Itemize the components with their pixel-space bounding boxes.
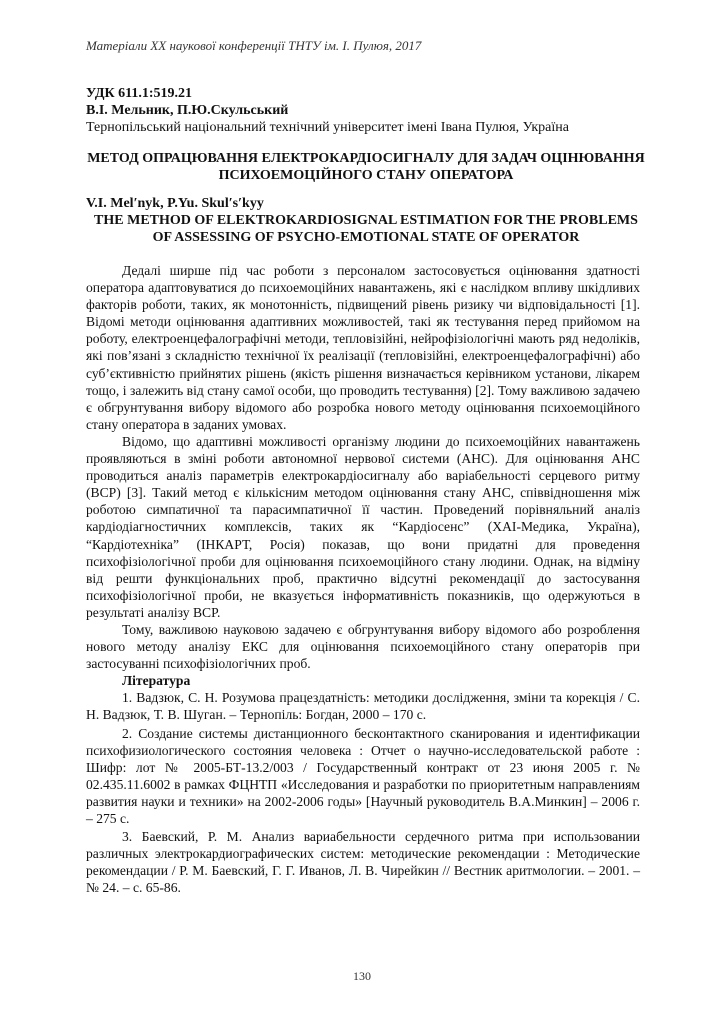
reference-item: 1. Вадзюк, С. Н. Розумова працездатність: методики дослідження, зміни та корекція / С. Н. Вадзюк, Т. В. Шуган. – Тернопіль: Богдан, 2000 – 170 с. [86,690,640,723]
references-heading: Література [122,673,191,689]
page-number: 130 [353,969,371,983]
body-paragraph: Тому, важливою науковою задачею є обгрунтування вибору відомого або розроблення нового методу аналізу ЕКС для оцінювання психоемоційного стану операторів при застосуванні психофізіологічних проб. [86,621,640,672]
article-meta [86,85,646,136]
references-list [86,689,640,896]
authors-ua: В.І. Мельник, П.Ю.Скульський [86,103,289,118]
reference-item: 2. Создание системы дистанционного бесконтактного сканирования и идентификации психофизиологического состояния человека : Отчет о научно-исследовательской работе : Шифр: лот № 2005-БТ-13.2/003 / Государственный контракт от 23 июня 2005 г. № 02.435.11.6002 в рамках ФЦНТП «Исследования и разработки по приоритетным направлениям развития науки и техники» на 2002-2006 годы» [Научный руководитель В.А.Минкин] – 2006 г. – 275 с. [86,725,640,826]
body-paragraph: Дедалі ширше під час роботи з персоналом застосовується оцінювання здатності оператора адаптовуватися до психоемоційних навантажень, які є наслідком впливу шкідливих факторів роботи, таких, як монотонність, підвищений рівень ризику чи відповідальності [1]. Відомі методи оцінювання адаптивних можливостей, такі як тестування перед прийомом на роботу, електроенцефалографічні методи, тепловізійні, нейрофізіологічні мають ряд недоліків, які пов’язані з складністю технічної їх реалізації (тепловізійні, електроенцефалографічні) або суб’єктивністю прийнятих рішень (якість рішення визначається керівником установи, лікарем тощо, і залежить від стану самої особи, що проводить тестування) [2]. Тому важливою задачею є обгрунтування вибору відомого або розробка нового методу оцінювання психоемоційного стану оператора в заданих умовах. [86,263,640,432]
authors-en: V.I. Mel′nyk, P.Yu. Skul′s′kyy [86,196,264,211]
affiliation: Тернопільський національний технічний університет імені Івана Пулюя, Україна [86,120,569,135]
running-header: Матеріали XX наукової конференції ТНТУ ім. І. Пулюя, 2017 [86,38,422,53]
reference-item: 3. Баевский, Р. М. Анализ вариабельности сердечного ритма при использовании различных электрокардиографических систем: методические рекомендации : Методические рекомендации / Р. М. Баевский, Г. Г. Иванов, Л. В. Чирейкин // Вестник аритмологии. – 2001. – № 24. – с. 65-86. [86,829,640,896]
title-en: THE METHOD OF ELEKTROKARDIOSIGNAL ESTIMATION FOR THE PROBLEMS OF ASSESSING OF PSYCHO-EMOTIONAL STATE OF OPERATOR [94,213,638,245]
title-ua: МЕТОД ОПРАЦЮВАННЯ ЕЛЕКТРОКАРДІОСИГНАЛУ ДЛЯ ЗАДАЧ ОЦІНЮВАННЯ ПСИХОЕМОЦІЙНОГО СТАНУ ОПЕРАТОРА [87,151,645,183]
body-paragraph: Відомо, що адаптивні можливості організму людини до психоемоційних навантажень проявляються в зміні роботи автономної нервової системи (АНС). Для оцінювання АНС проводиться аналіз параметрів електрокардіосигналу або варіабельності серцевого ритму (ВСР) [3]. Такий метод є кількісним методом оцінювання стану АНС, співвідношення між роботою симпатичної та парасимпатичної її частин. Проведений порівняльний аналіз кардіодіагностичних комплексів, таких як “Кардіосенс” (ХАІ-Медика, Україна), “Кардіотехніка” (ІНКАРТ, Росія) показав, що вони придатні для проведення психофізіологічної проби для оцінювання психоемоційного стану людини. Однак, на відміну від решти функціональних проб, практично відсутні рекомендації до застосування психофізіологічної проби, не вказується інформативність показників, що одержуються в результаті аналізу ВСР. [86,433,640,620]
article-body [86,262,640,897]
udk-code: УДК 611.1:519.21 [86,86,193,101]
